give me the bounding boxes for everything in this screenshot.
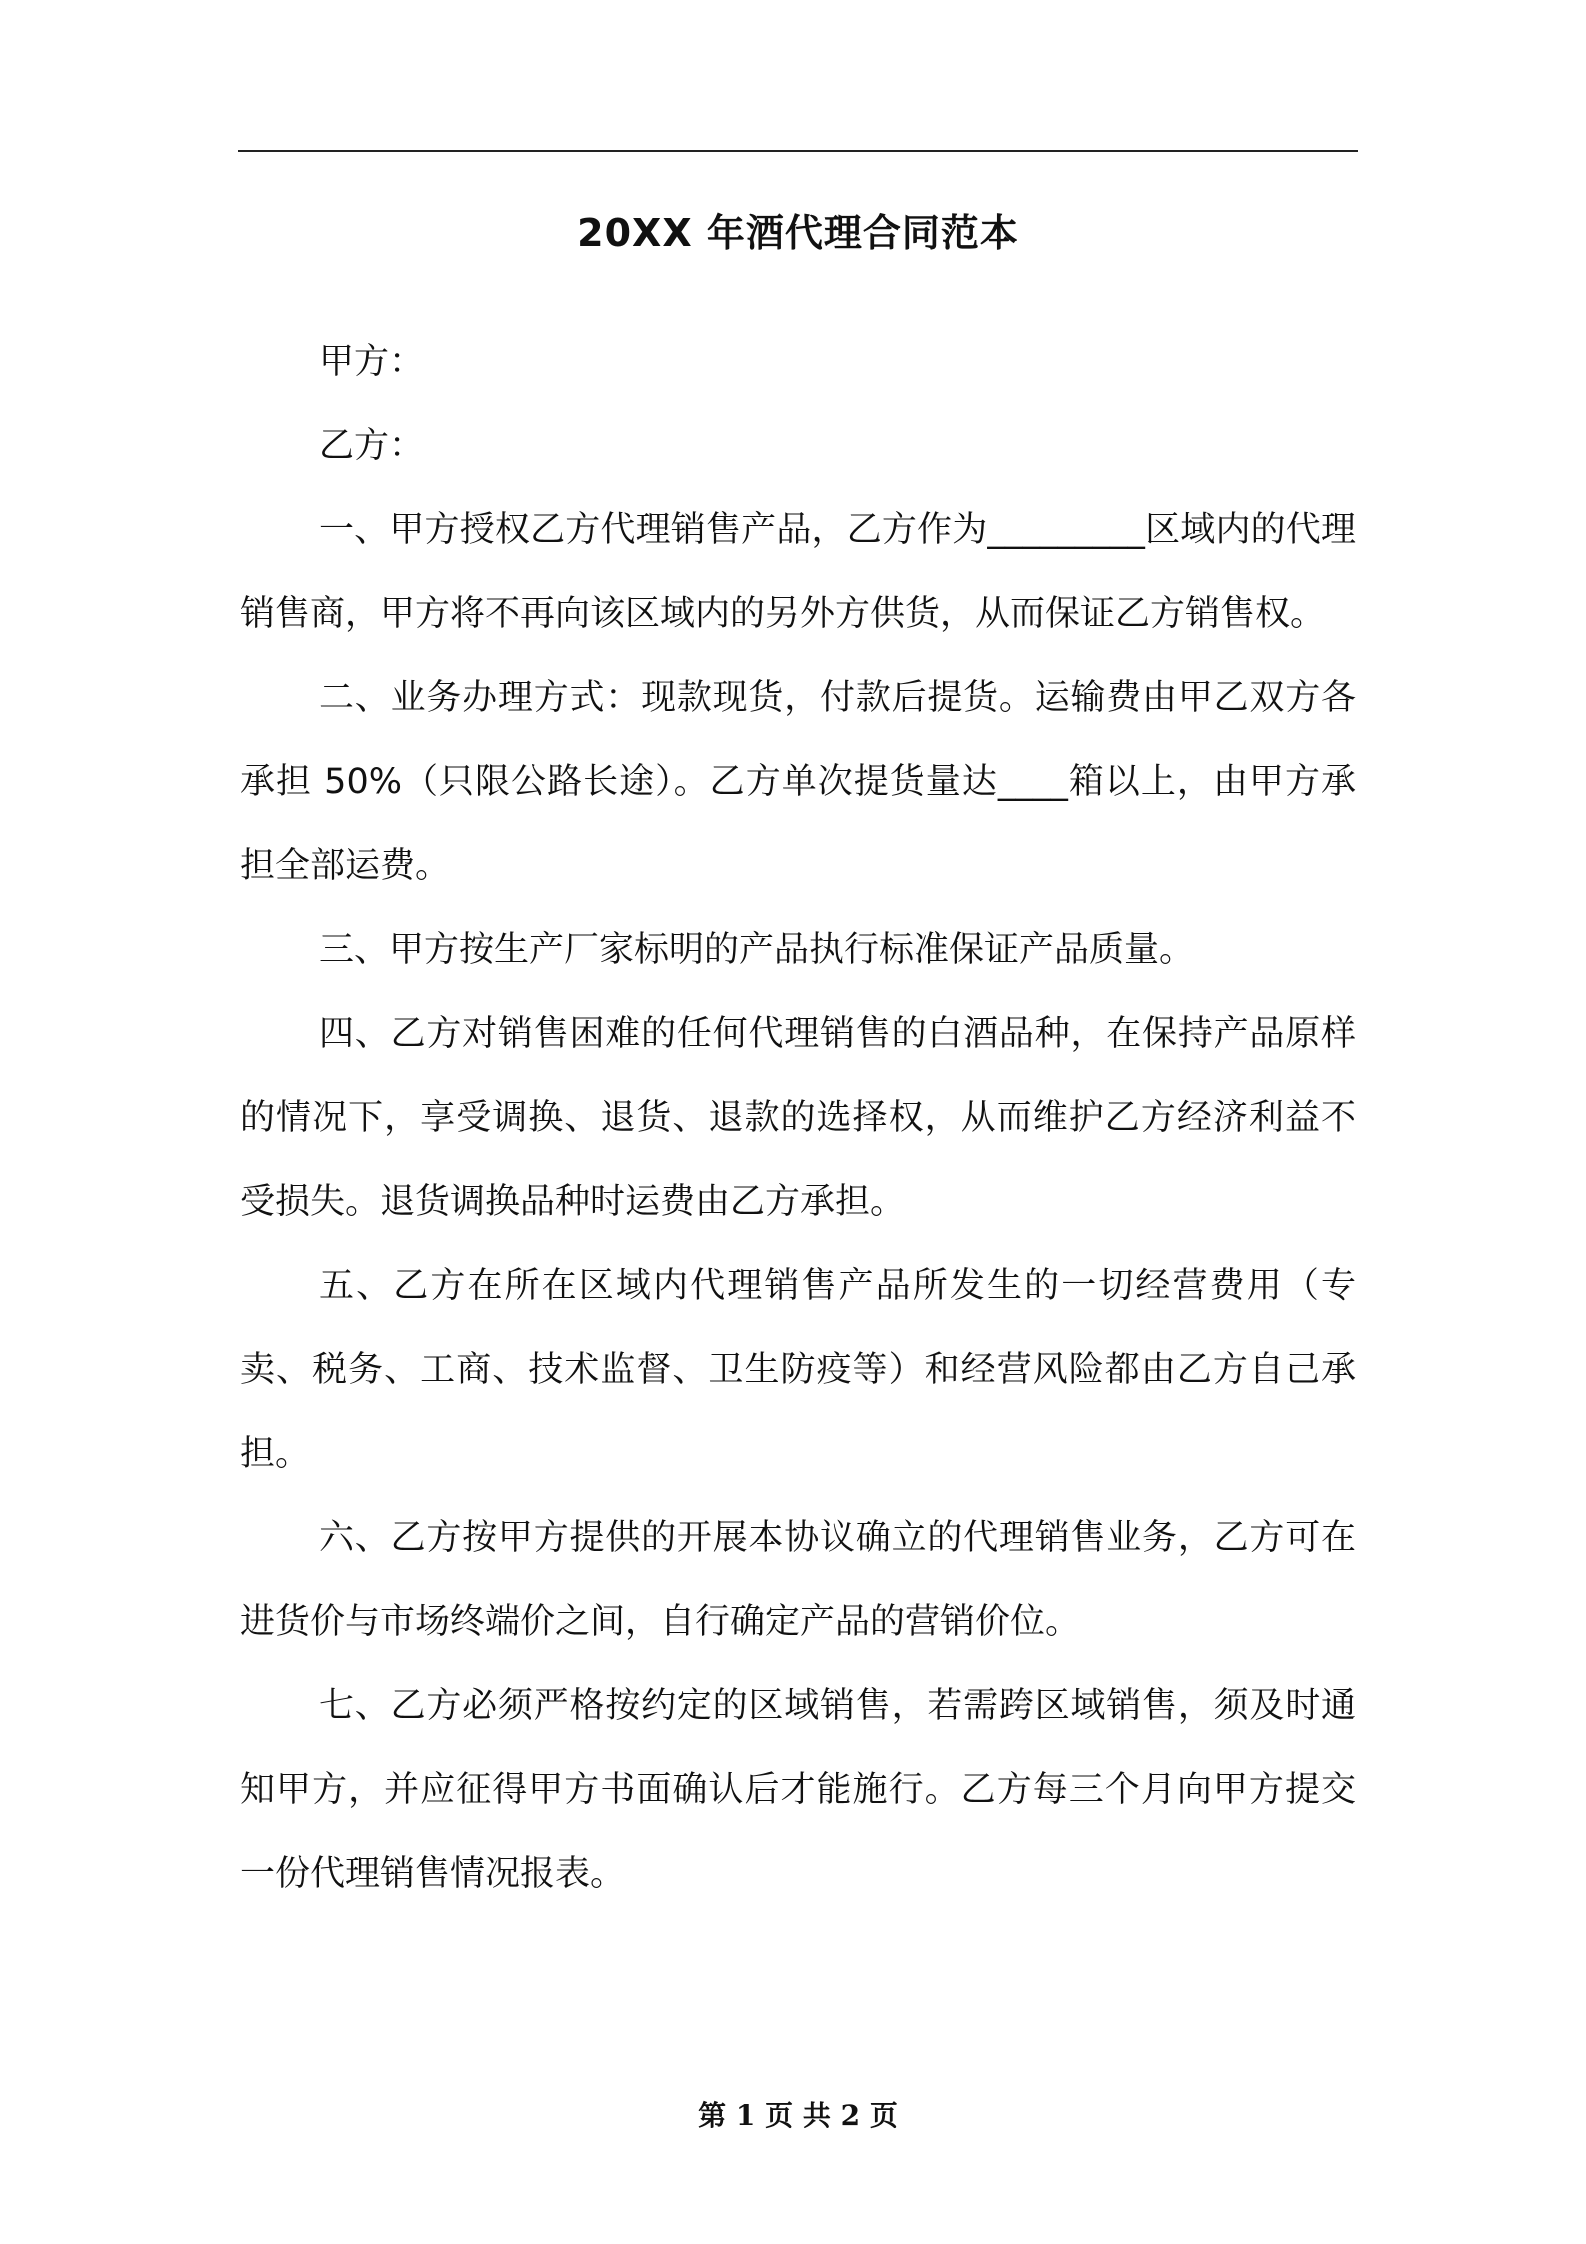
party-a-line: 甲方： (319, 342, 425, 382)
document-title: 20XX 年酒代理合同范本 (577, 211, 1019, 255)
clause-1: 一、甲方授权乙方代理销售产品，乙方作为_________区域内的代理销售商，甲方将不再向该区域内的另外方供货，从而保证乙方销售权。 (240, 510, 1356, 634)
clause-5: 五、乙方在所在区域内代理销售产品所发生的一切经营费用（专卖、税务、工商、技术监督、卫生防疫等）和经营风险都由乙方自己承担。 (240, 1266, 1356, 1474)
party-b-line: 乙方： (319, 426, 425, 466)
clause-7: 七、乙方必须严格按约定的区域销售，若需跨区域销售，须及时通知甲方，并应征得甲方书面确认后才能施行。乙方每三个月向甲方提交一份代理销售情况报表。 (240, 1686, 1356, 1894)
clause-6: 六、乙方按甲方提供的开展本协议确立的代理销售业务，乙方可在进货价与市场终端价之间，自行确定产品的营销价位。 (240, 1518, 1356, 1642)
clause-4: 四、乙方对销售困难的任何代理销售的白酒品种，在保持产品原样的情况下，享受调换、退货、退款的选择权，从而维护乙方经济利益不受损失。退货调换品种时运费由乙方承担。 (240, 1014, 1356, 1222)
clause-3: 三、甲方按生产厂家标明的产品执行标准保证产品质量。 (319, 930, 1195, 970)
clause-2: 二、业务办理方式：现款现货，付款后提货。运输费由甲乙双方各承担 50%（只限公路长途）。乙方单次提货量达____箱以上，由甲方承担全部运费。 (240, 678, 1356, 886)
header-rule (238, 150, 1358, 152)
document-body (240, 320, 1356, 1916)
page-footer: 第 1 页 共 2 页 (698, 2099, 898, 2132)
